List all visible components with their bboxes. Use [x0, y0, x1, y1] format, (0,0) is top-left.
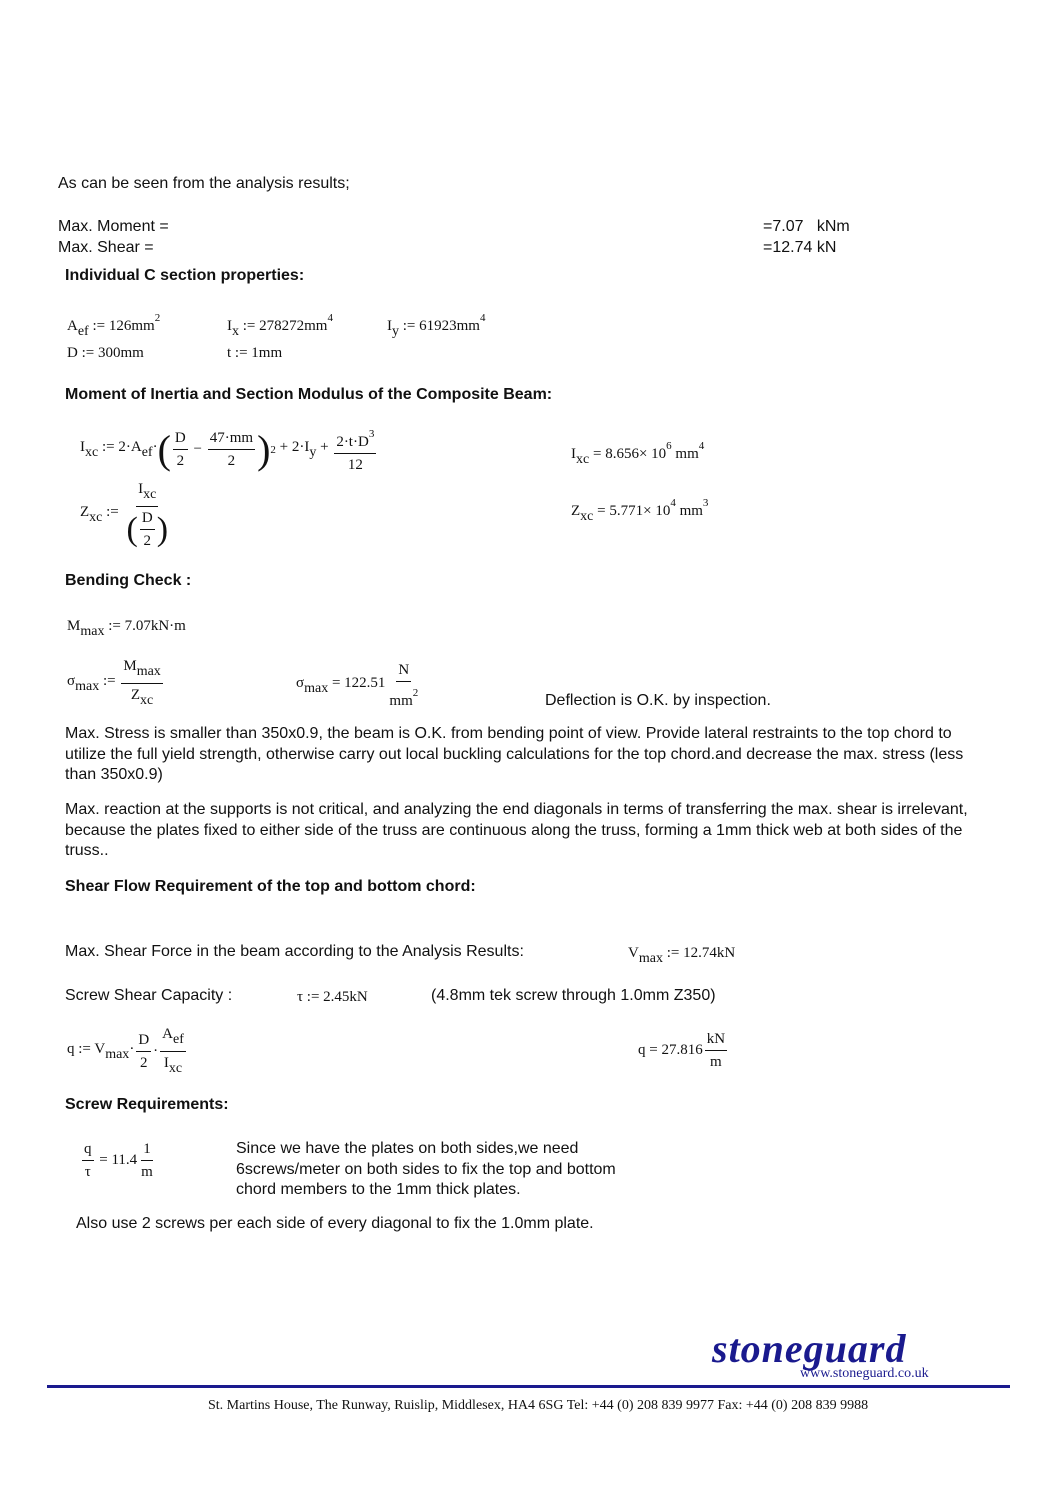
website-link[interactable]: www.stoneguard.co.uk	[800, 1366, 929, 1381]
footer-address: St. Martins House, The Runway, Ruislip, Middlesex, HA4 6SG Tel: +44 (0) 208 839 9977 Fax: +44 (0) 208 839 9988	[208, 1398, 869, 1413]
formula-ix: $I_x$ := $278272mm^4$	[227, 312, 333, 339]
heading-bending: Bending Check :	[65, 572, 192, 589]
max-moment-value: =7.07 kNm	[763, 218, 850, 235]
formula-t: t := 1mm	[227, 345, 283, 361]
max-shear-label: Max. Shear =	[58, 239, 154, 256]
result-sigma-max: $\sigma_{max} = 122.51$ $\frac{N}{mm^2}$	[296, 662, 419, 709]
max-moment-label: Max. Moment =	[58, 218, 169, 235]
stoneguard-logo: stoneguard	[712, 1326, 907, 1371]
heading-shear-flow: Shear Flow Requirement of the top and bottom chord:	[65, 878, 476, 895]
plates-paragraph: Since we have the plates on both sides,we need 6screws/meter on both sides to fix the top and bottom chord members to the 1mm thick plates.	[236, 1140, 616, 1198]
formula-sigma-max: $\sigma_{max}$ := $\frac{M_{max}}{Z_{xc}}$	[67, 658, 161, 708]
max-shear-force-text: Max. Shear Force in the beam according to the Analysis Results:	[65, 943, 524, 960]
screw-capacity-text: Screw Shear Capacity :	[65, 987, 233, 1004]
formula-tau: τ := 2.45kN	[297, 989, 368, 1005]
formula-aef: $A_{ef}$ := $126mm^2$	[67, 312, 161, 339]
formula-q: q := $V_{max}\cdot$ $\frac{D}{2}$ · $\frac{A_{ef}}{I_{xc}}$	[67, 1026, 184, 1076]
formula-mmax: $M_{max}$ := 7.07kN·m	[67, 618, 186, 639]
result-zxc: $Z_{xc} = 5.771\times 10^4$ $mm^3$	[571, 497, 709, 524]
stress-paragraph: Max. Stress is smaller than 350x0.9, the beam is O.K. from bending point of view. Provide lateral restraints to the top chord to utilize the full yield strength, otherwise carry out local buckling calculations for the top chord.and decrease the max. stress (less than 350x0.9)	[65, 725, 964, 783]
max-shear-value: =12.74 kN	[763, 239, 837, 256]
reaction-paragraph: Max. reaction at the supports is not critical, and analyzing the end diagonals in terms of transferring the max. shear is irrelevant, because the plates fixed to either side of the truss are continuous along the truss, forming a 1mm thick web at both sides of the truss..	[65, 801, 968, 859]
diagonal-note: Also use 2 screws per each side of every diagonal to fix the 1.0mm plate.	[76, 1215, 594, 1232]
footer-divider	[47, 1385, 1010, 1388]
deflection-note: Deflection is O.K. by inspection.	[545, 692, 771, 709]
heading-c-section: Individual C section properties:	[65, 267, 305, 284]
intro-text: As can be seen from the analysis results;	[58, 175, 350, 192]
formula-d: D := 300mm	[67, 345, 144, 361]
result-q: q = 27.816 $\frac{kN}{m}$	[638, 1031, 726, 1070]
screw-description: (4.8mm tek screw through 1.0mm Z350)	[431, 987, 716, 1004]
result-ixc: $I_{xc} = 8.656\times 10^6$ $mm^4$	[571, 440, 705, 467]
formula-vmax: $V_{max}$ := 12.74kN	[628, 945, 736, 966]
formula-iy: $I_y$ := $61923mm^4$	[387, 312, 486, 339]
formula-zxc: $Z_{xc}$ := $I_{xc}$ ( $\frac{D}{2}$ )	[80, 481, 169, 549]
heading-inertia: Moment of Inertia and Section Modulus of the Composite Beam:	[65, 386, 553, 403]
formula-q-over-tau: $\frac{q}{\tau}$ = 11.4 $\frac{1}{m}$	[84, 1141, 153, 1180]
heading-screws: Screw Requirements:	[65, 1096, 229, 1113]
formula-ixc: $I_{xc}$ := $2\cdot A_{ef}\cdot$ ( $\frac{D}{2}$ − $\frac{47\cdot mm}{2}$ ) 2 + $2\cdot I_y$ + $\frac{2\cdot t\cdot D^3}{12}$	[80, 426, 375, 473]
